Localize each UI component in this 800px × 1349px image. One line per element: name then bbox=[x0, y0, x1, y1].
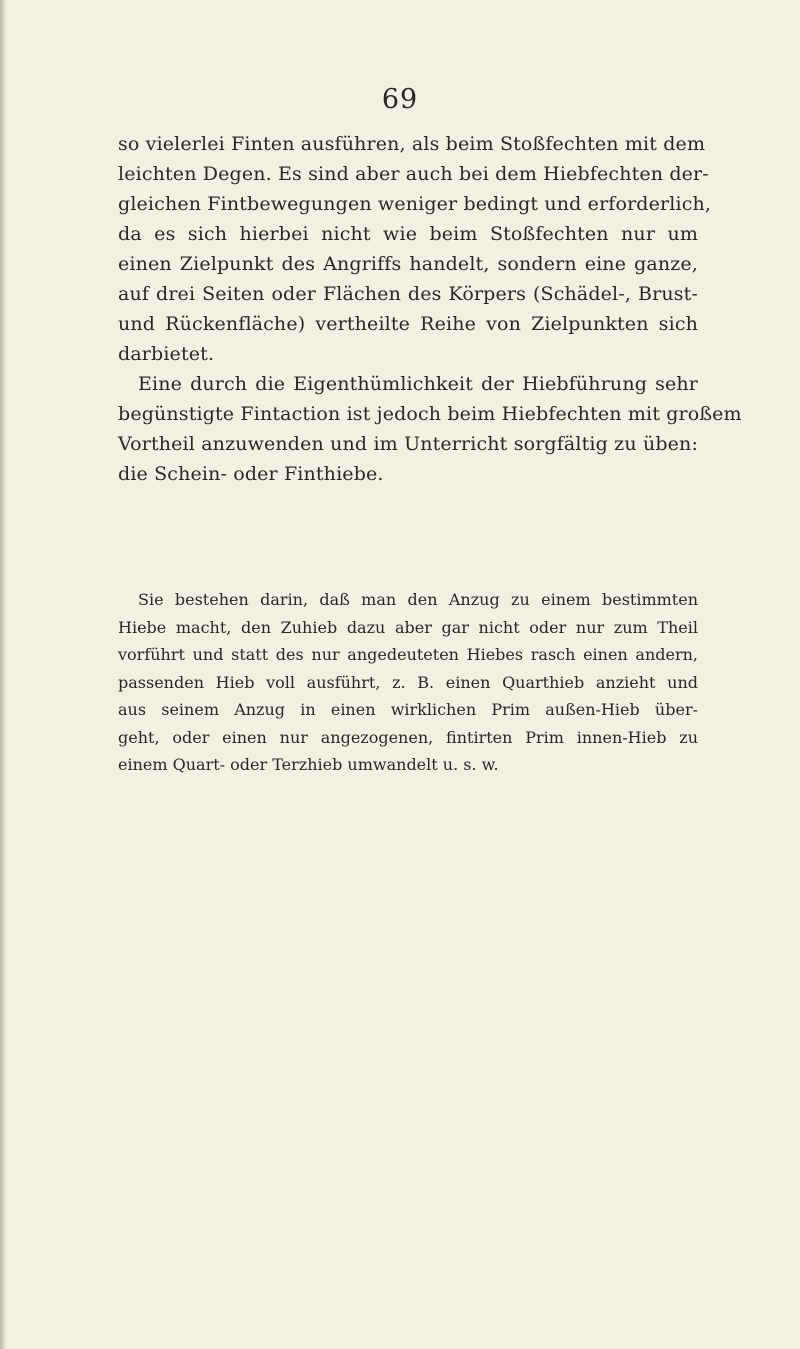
page-edge-shadow bbox=[0, 0, 7, 1349]
page-number: 69 bbox=[381, 84, 419, 115]
text-line: darbietet. bbox=[118, 343, 215, 365]
text-line: gleichen Fintbewegungen weniger bedingt und erforderlich, bbox=[118, 193, 712, 215]
text-line: die Schein- oder Finthiebe. bbox=[118, 463, 384, 485]
text-line: vorführt und statt des nur angedeuteten Hiebes rasch einen andern, bbox=[118, 645, 698, 664]
text-line: begünstigte Fintaction ist jedoch beim Hiebfechten mit großem bbox=[118, 403, 742, 425]
text-line: einem Quart- oder Terzhieb umwandelt u. s. w. bbox=[118, 755, 499, 774]
text-line: so vielerlei Finten ausführen, als beim Stoßfechten mit dem bbox=[118, 133, 706, 155]
body-text bbox=[118, 132, 742, 492]
text-line: Hiebe macht, den Zuhieb dazu aber gar nicht oder nur zum Theil bbox=[118, 617, 698, 637]
small-print-text bbox=[118, 587, 698, 780]
text-line: einen Zielpunkt des Angriffs handelt, sondern eine ganze, bbox=[118, 253, 698, 275]
text-line: auf drei Seiten oder Flächen des Körpers (Schädel-, Brust- bbox=[118, 283, 698, 305]
text-line: leichten Degen. Es sind aber auch bei dem Hiebfechten der- bbox=[118, 163, 709, 185]
text-line: geht, oder einen nur angezogenen, fintirten Prim innen-Hieb zu bbox=[118, 727, 698, 747]
text-line: Sie bestehen darin, daß man den Anzug zu einem bestimmten bbox=[138, 590, 698, 609]
text-line: da es sich hierbei nicht wie beim Stoßfechten nur um bbox=[118, 223, 698, 245]
text-line: und Rückenfläche) vertheilte Reihe von Zielpunkten sich bbox=[118, 313, 698, 335]
text-line: Vortheil anzuwenden und im Unterricht sorgfältig zu üben: bbox=[118, 433, 698, 455]
text-line: passenden Hieb voll ausführt, z. B. einen Quarthieb anzieht und bbox=[118, 672, 698, 692]
text-line: aus seinem Anzug in einen wirklichen Prim außen-Hieb über- bbox=[118, 700, 698, 719]
text-line: Eine durch die Eigenthümlichkeit der Hiebführung sehr bbox=[138, 373, 698, 395]
